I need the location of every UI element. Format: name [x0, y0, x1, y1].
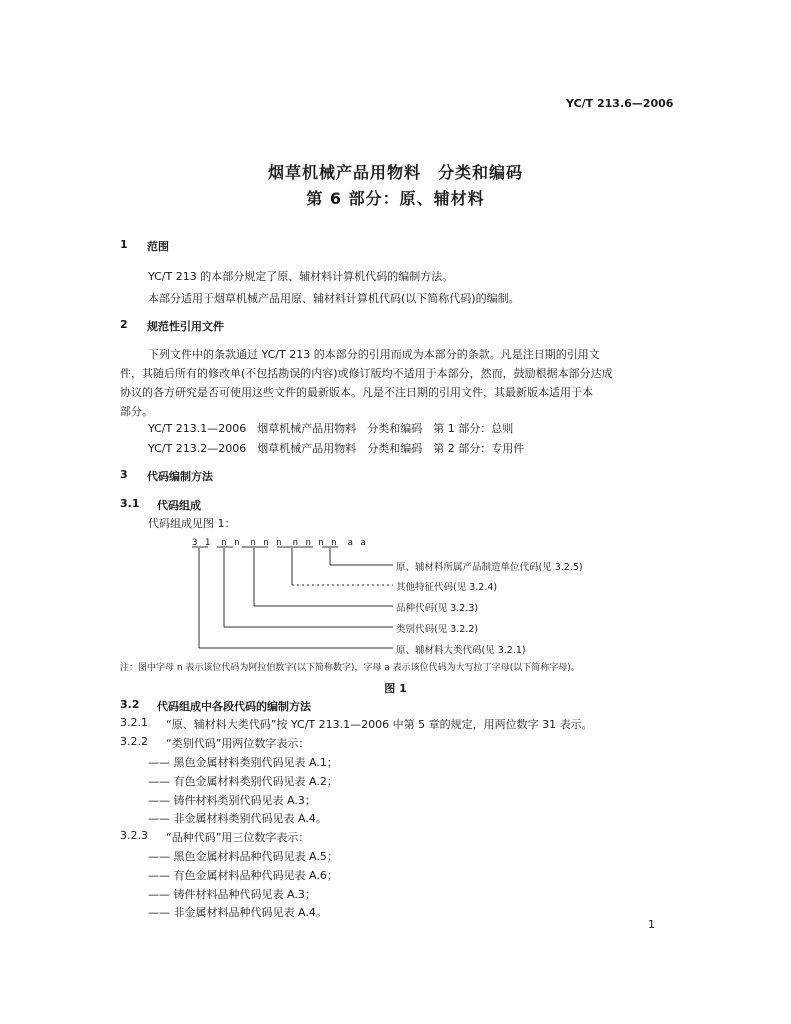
- page-subtitle: 第 6 部分：原、辅材料: [306, 189, 485, 208]
- section-2-para-line: 协议的各方研究是否可使用这些文件的最新版本。凡是不注日期的引用文件，其最新版本适用于本: [120, 386, 593, 399]
- section-3-1-intro: 代码组成见图 1：: [148, 517, 236, 530]
- figure-label: 类别代码(见 3.2.2): [396, 624, 479, 635]
- section-3-2-1-text: “原、辅材料大类代码”按 YC/T 213.1—2006 中第 5 章的规定，用两位数字 31 表示。: [166, 718, 593, 731]
- figure-label: 品种代码(见 3.2.3): [396, 603, 479, 614]
- page-title: 烟草机械产品用物料 分类和编码: [267, 163, 523, 182]
- section-2-para-line: 下列文件中的条款通过 YC/T 213 的本部分的引用而成为本部分的条款。凡是注日期的引用文: [148, 348, 600, 361]
- section-3-2-1-number: 3.2.1: [120, 716, 148, 729]
- list-item: —— 有色金属材料类别代码见表 A.2；: [148, 775, 338, 788]
- list-item: —— 非金属材料类别代码见表 A.4。: [148, 812, 327, 825]
- figure-caption: 图 1: [384, 682, 407, 695]
- figure-label: 其他特征代码(见 3.2.4): [396, 582, 498, 593]
- section-3-2-number: 3.2: [120, 698, 140, 711]
- section-3-1-heading: 代码组成: [157, 499, 201, 512]
- section-2-heading: 规范性引用文件: [147, 320, 224, 333]
- section-3-2-3-text: “品种代码”用三位数字表示：: [166, 831, 310, 844]
- list-item: —— 有色金属材料品种代码见表 A.6；: [148, 869, 338, 882]
- section-2-para-line: 部分。: [120, 405, 153, 418]
- figure-label: 原、辅材料所属产品制造单位代码(见 3.2.5): [396, 562, 583, 573]
- standard-number: YC/T 213.6—2006: [566, 97, 674, 110]
- section-2-para-line: 件，其随后所有的修改单(不包括勘误的内容)或修订版均不适用于本部分，然而，鼓励根据本部分达成: [120, 367, 613, 380]
- list-item: —— 黑色金属材料类别代码见表 A.1；: [148, 756, 338, 769]
- section-2-number: 2: [120, 318, 128, 331]
- section-3-2-2-number: 3.2.2: [120, 735, 148, 748]
- page-number: 1: [648, 918, 655, 931]
- reference-item: YC/T 213.1—2006 烟草机械产品用物料 分类和编码 第 1 部分：总则: [148, 422, 514, 435]
- section-1-para-2: 本部分适用于烟草机械产品用原、辅材料计算机代码(以下简称代码)的编制。: [148, 292, 520, 305]
- list-item: —— 铸件材料类别代码见表 A.3；: [148, 794, 316, 807]
- section-3-1-number: 3.1: [120, 497, 140, 510]
- section-3-number: 3: [120, 468, 128, 481]
- section-1-para-1: YC/T 213 的本部分规定了原、辅材料计算机代码的编制方法。: [148, 270, 454, 283]
- reference-item: YC/T 213.2—2006 烟草机械产品用物料 分类和编码 第 2 部分：专用件: [148, 442, 525, 455]
- section-1-number: 1: [120, 238, 128, 251]
- figure-label: 原、辅材料大类代码(见 3.2.1): [396, 645, 526, 656]
- list-item: —— 非金属材料品种代码见表 A.4。: [148, 906, 327, 919]
- section-3-2-2-text: “类别代码”用两位数字表示：: [166, 737, 310, 750]
- section-3-2-heading: 代码组成中各段代码的编制方法: [157, 700, 311, 713]
- list-item: —— 铸件材料品种代码见表 A.3；: [148, 888, 316, 901]
- figure-note: 注：图中字母 n 表示该位代码为阿拉伯数字(以下简称数字)，字母 a 表示该位代码为大写拉丁字母(以下简称字母)。: [120, 663, 580, 673]
- section-3-2-3-number: 3.2.3: [120, 829, 148, 842]
- code-structure-chars: 3 1 n n n n n n n n n a a: [192, 538, 367, 548]
- list-item: —— 黑色金属材料品种代码见表 A.5；: [148, 850, 338, 863]
- section-1-heading: 范围: [147, 240, 169, 253]
- section-3-heading: 代码编制方法: [147, 470, 213, 483]
